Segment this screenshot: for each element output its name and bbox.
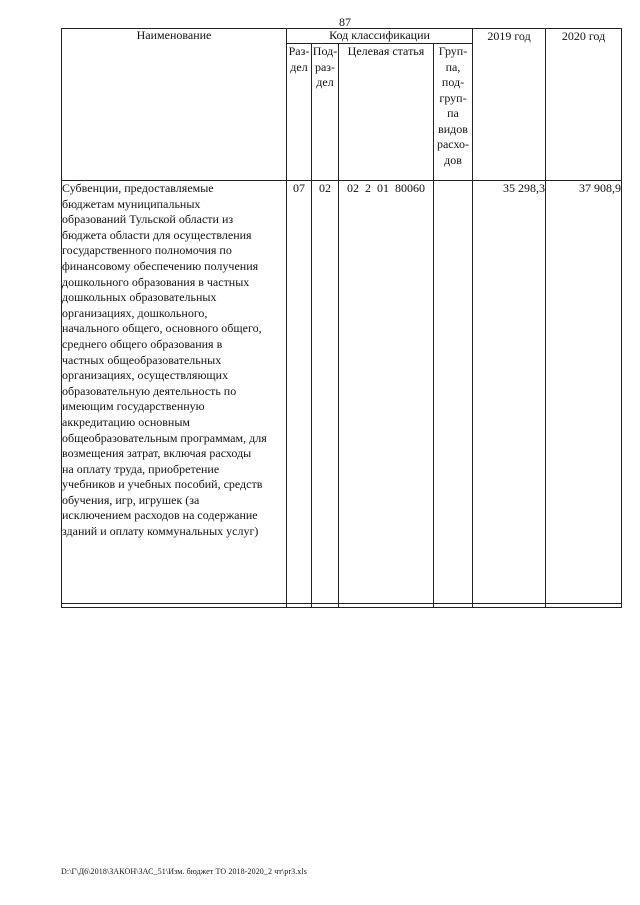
row-target-article: 02 2 01 80060	[339, 181, 434, 604]
header-year-2020: 2020 год	[546, 29, 622, 181]
header-classification-code: Код классификации	[287, 29, 473, 44]
footer-file-path: D:\Г\Д6\2018\ЗАКОН\ЗАС_51\Изм. бюджет ТО 2018-2020_2 чт\pr3.xls	[61, 867, 307, 876]
header-year-2019: 2019 год	[473, 29, 546, 181]
header-section: Раз- дел	[287, 44, 312, 181]
header-name: Наименование	[62, 29, 287, 181]
row-section: 07	[287, 181, 312, 604]
header-target-article: Целевая статья	[339, 44, 434, 181]
row-name: Субвенции, предоставляемые бюджетам муниципальных образований Тульской области из бюджета области для осуществления государственного полномочия по финансовому обеспечению получения дошкольного образования в частных дошкольных образовательных организациях, дошкольного, начального общего, основного общего, среднего общего образования в частных общеобразовательных организациях, осуществляющих образовательную деятельность по имеющим государственную аккредитацию основным общеобразовательным программам, для возмещения затрат, включая расходы на оплату труда, приобретение учебников и учебных пособий, средств обучения, игр, игрушек (за исключением расходов на содержание зданий и оплату коммунальных услуг)	[62, 181, 287, 604]
row-value-2019: 35 298,3	[473, 181, 546, 604]
table-row-spacer	[62, 604, 622, 608]
row-expense-group	[434, 181, 473, 604]
row-subsection: 02	[312, 181, 339, 604]
row-value-2020: 37 908,9	[546, 181, 622, 604]
header-row-top	[62, 29, 622, 44]
header-expense-group: Груп- па, под- груп- па видов расхо- дов	[434, 44, 473, 181]
page-number: 87	[339, 15, 351, 29]
header-subsection: Под- раз- дел	[312, 44, 339, 181]
budget-table	[61, 28, 622, 608]
table-row	[62, 181, 622, 604]
